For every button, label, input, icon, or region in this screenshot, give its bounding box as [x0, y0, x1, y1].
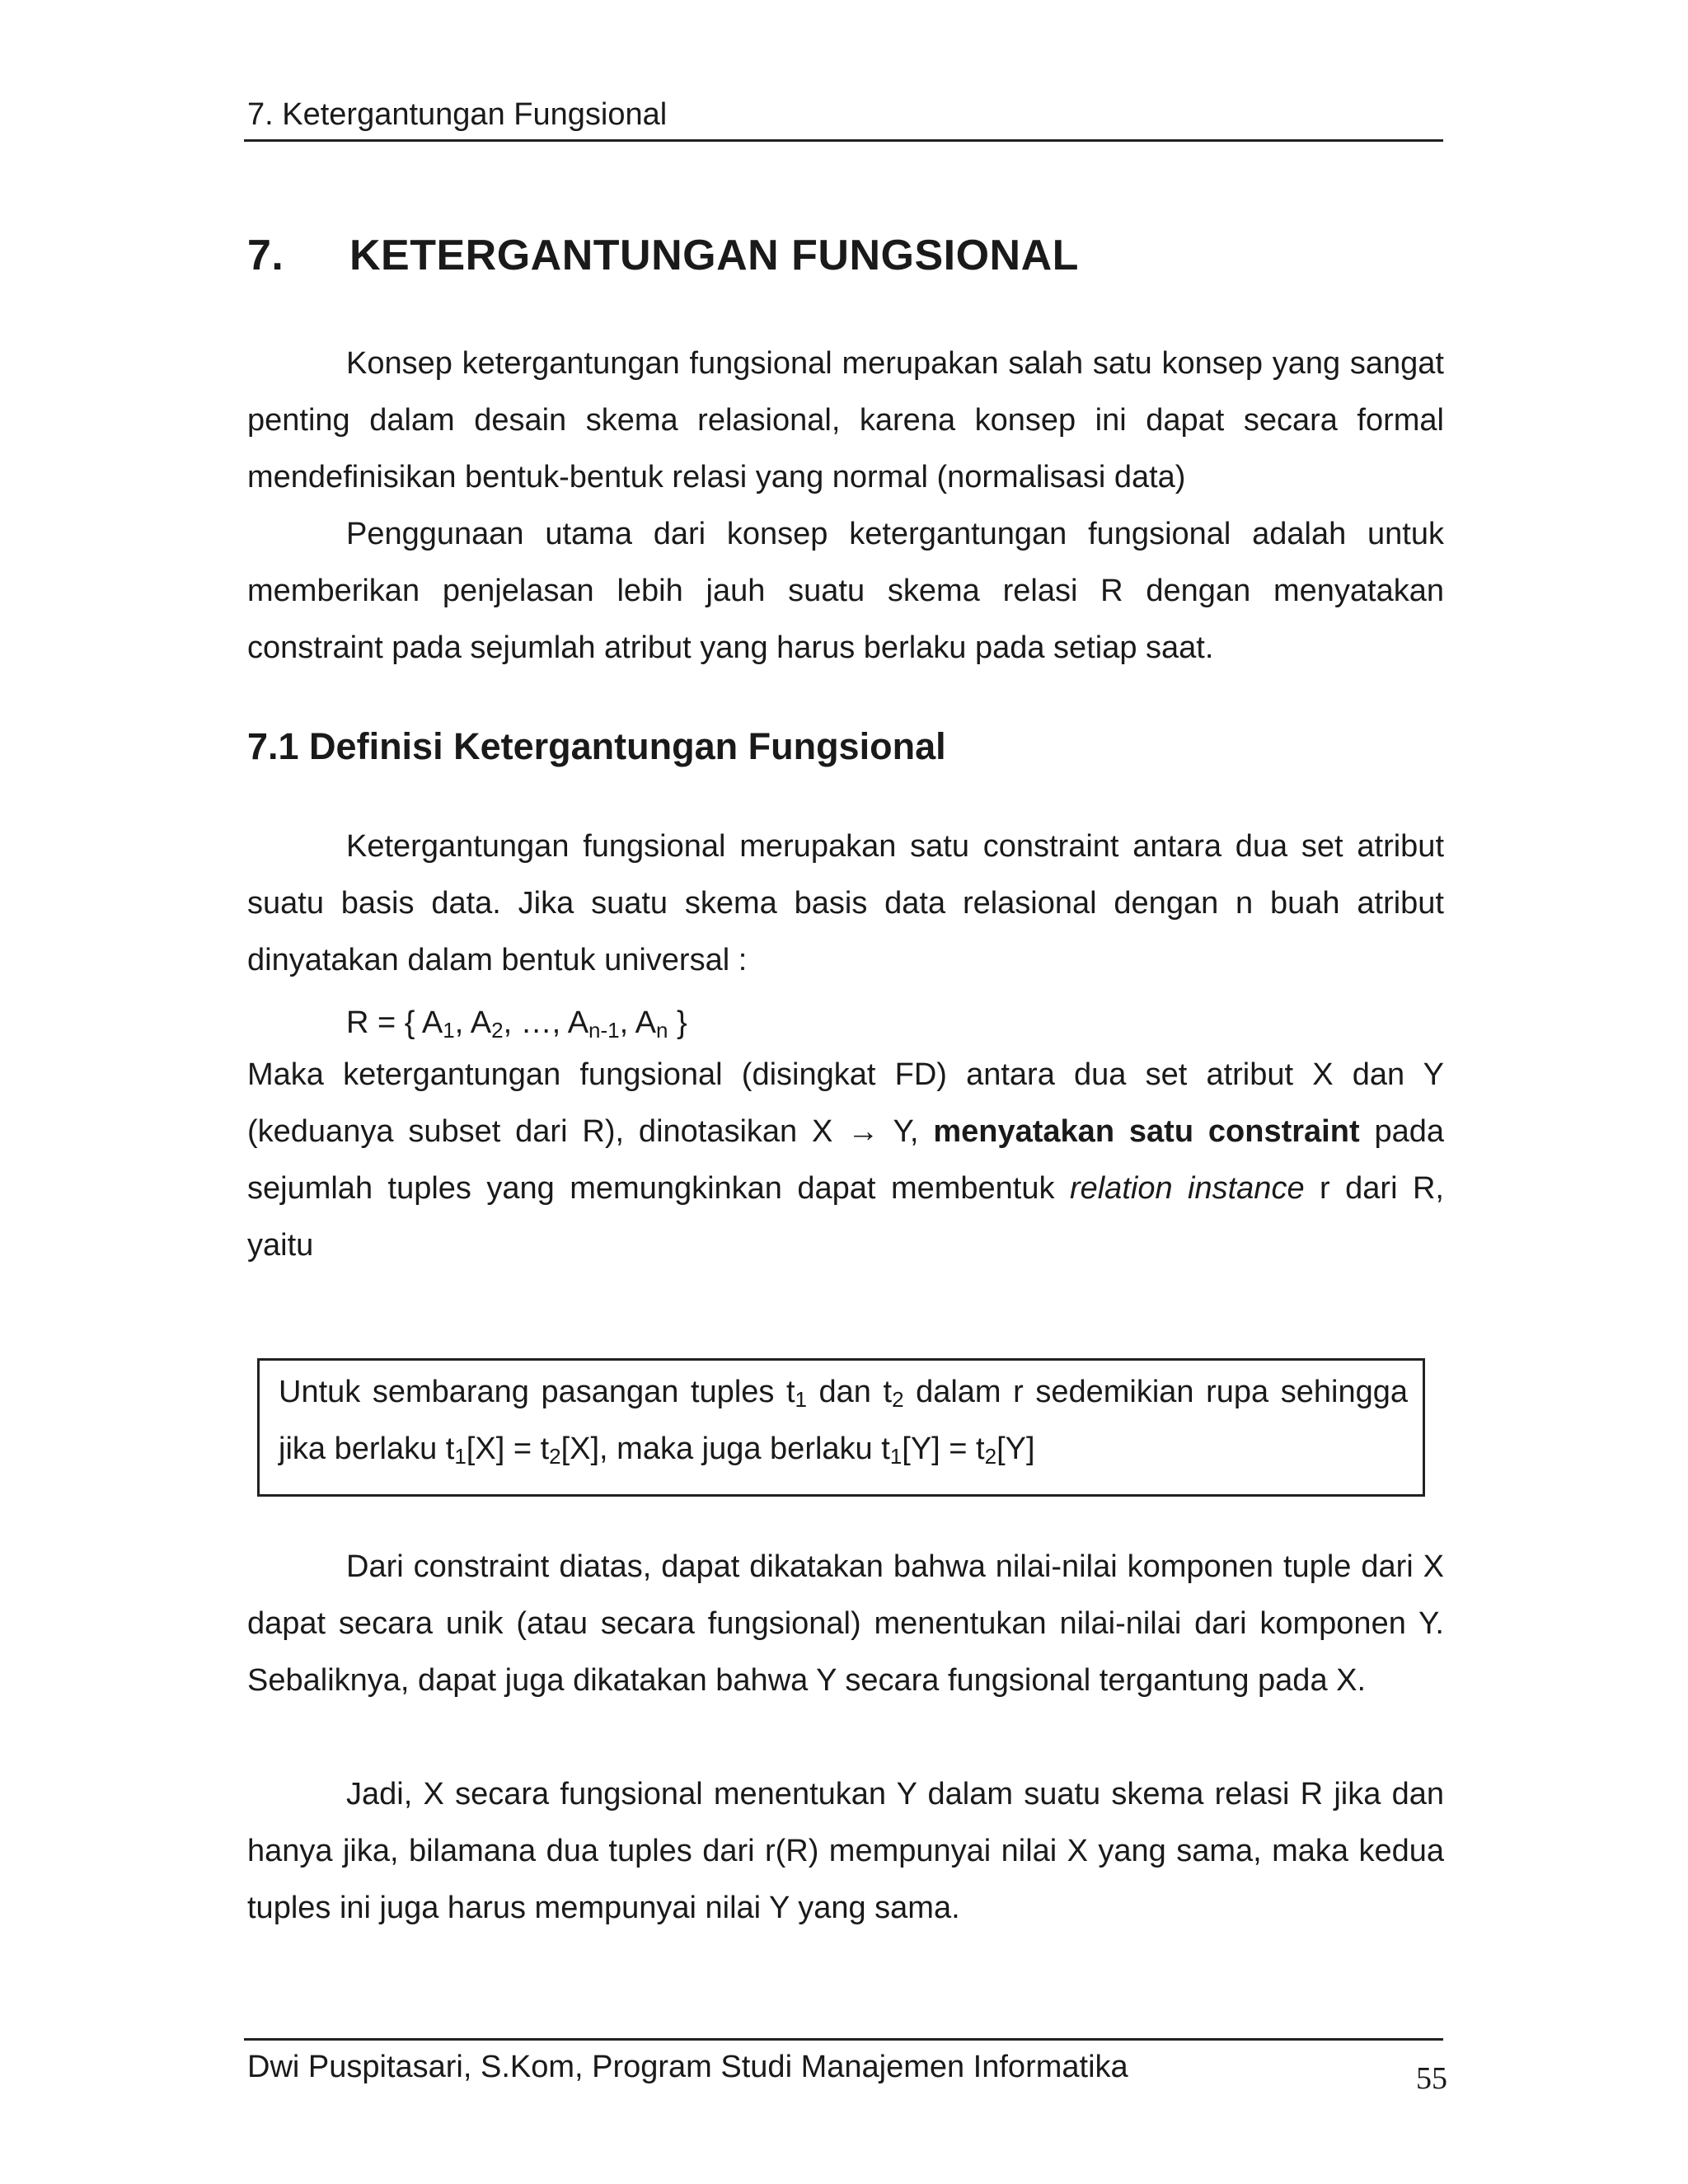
definition-fragment: [X], maka juga berlaku t — [560, 1432, 890, 1466]
definition-fragment: [Y] — [996, 1432, 1035, 1466]
definition-subscript: 1 — [795, 1387, 807, 1412]
section-paragraph-1: Ketergantungan fungsional merupakan satu constraint antara dua set atribut suatu basis data. Jika suatu skema basis data relasional dengan n buah atribut dinyatakan dalam bentuk universal : — [247, 829, 1444, 977]
paragraph-text: Maka ketergantungan fungsional (disingkat FD) antara dua set atribut X dan Y (keduanya subset dari R), dinotasikan X — [247, 1057, 1444, 1149]
italic-phrase: relation instance — [1069, 1171, 1305, 1206]
paragraph-text: r dari R, yaitu — [247, 1171, 1444, 1263]
formula-subscript: 2 — [491, 1018, 504, 1043]
definition-subscript: 1 — [454, 1444, 467, 1469]
chapter-number: 7. — [247, 232, 284, 279]
definition-subscript: 1 — [889, 1444, 903, 1469]
arrow-icon: → — [847, 1114, 879, 1149]
paragraph-text: Y, — [879, 1114, 934, 1149]
formula-text: , A — [454, 1005, 492, 1040]
definition-fragment: dalam r sedemikian rupa sehingga jika berlaku t — [279, 1375, 1408, 1466]
definition-fragment: Untuk sembarang pasangan tuples t — [279, 1375, 795, 1409]
formula-text: , …, A — [503, 1005, 589, 1040]
bold-phrase: menyatakan satu constraint — [933, 1114, 1360, 1149]
formula-text: R = { A — [346, 1005, 443, 1040]
running-header: 7. Ketergantungan Fungsional — [247, 97, 668, 132]
section-title: 7.1 Definisi Ketergantungan Fungsional — [247, 725, 946, 767]
intro-paragraph-2: Penggunaan utama dari konsep ketergantungan fungsional adalah untuk memberikan penjelasan lebih jauh suatu skema relasi R dengan menyatakan constraint pada sejumlah atribut yang harus berlaku pada setiap saat. — [247, 517, 1444, 665]
definition-subscript: 2 — [549, 1444, 561, 1469]
chapter-title-text: KETERGANTUNGAN FUNGSIONAL — [349, 232, 1079, 279]
formula-subscript: n — [656, 1018, 668, 1043]
definition-fragment: [Y] = t — [902, 1432, 985, 1466]
footer-rule — [244, 2038, 1443, 2041]
formula-subscript: 1 — [443, 1018, 455, 1043]
footer-author: Dwi Puspitasari, S.Kom, Program Studi Manajemen Informatika — [247, 2050, 1128, 2084]
header-rule — [244, 139, 1443, 142]
definition-text — [279, 1364, 1408, 1478]
formula-text: , A — [619, 1005, 656, 1040]
section-paragraph-3: Dari constraint diatas, dapat dikatakan bahwa nilai-nilai komponen tuple dari X dapat secara unik (atau secara fungsional) menentukan nilai-nilai dari komponen Y. Sebaliknya, dapat juga dikatakan bahwa Y secara fungsional tergantung pada X. — [247, 1549, 1444, 1698]
section-paragraph-2 — [247, 1047, 1444, 1274]
chapter-title — [247, 231, 1079, 280]
definition-fragment: [X] = t — [466, 1432, 550, 1466]
paragraph-text: pada sejumlah tuples yang memungkinkan dapat membentuk — [247, 1114, 1445, 1206]
page-number: 55 — [1416, 2061, 1447, 2096]
formula-subscript: n-1 — [588, 1018, 620, 1043]
definition-subscript: 2 — [892, 1387, 904, 1412]
definition-subscript: 2 — [984, 1444, 997, 1469]
formula-text: } — [668, 1005, 687, 1040]
section-paragraph-4: Jadi, X secara fungsional menentukan Y dalam suatu skema relasi R jika dan hanya jika, bilamana dua tuples dari r(R) mempunyai nilai X yang sama, maka kedua tuples ini juga harus mempunyai nilai Y yang sama. — [247, 1777, 1444, 1925]
intro-paragraph-1: Konsep ketergantungan fungsional merupakan salah satu konsep yang sangat penting dalam desain skema relasional, karena konsep ini dapat secara formal mendefinisikan bentuk-bentuk relasi yang normal (normalisasi data) — [247, 346, 1444, 494]
definition-fragment: dan t — [806, 1375, 893, 1409]
relation-formula — [346, 995, 687, 1052]
